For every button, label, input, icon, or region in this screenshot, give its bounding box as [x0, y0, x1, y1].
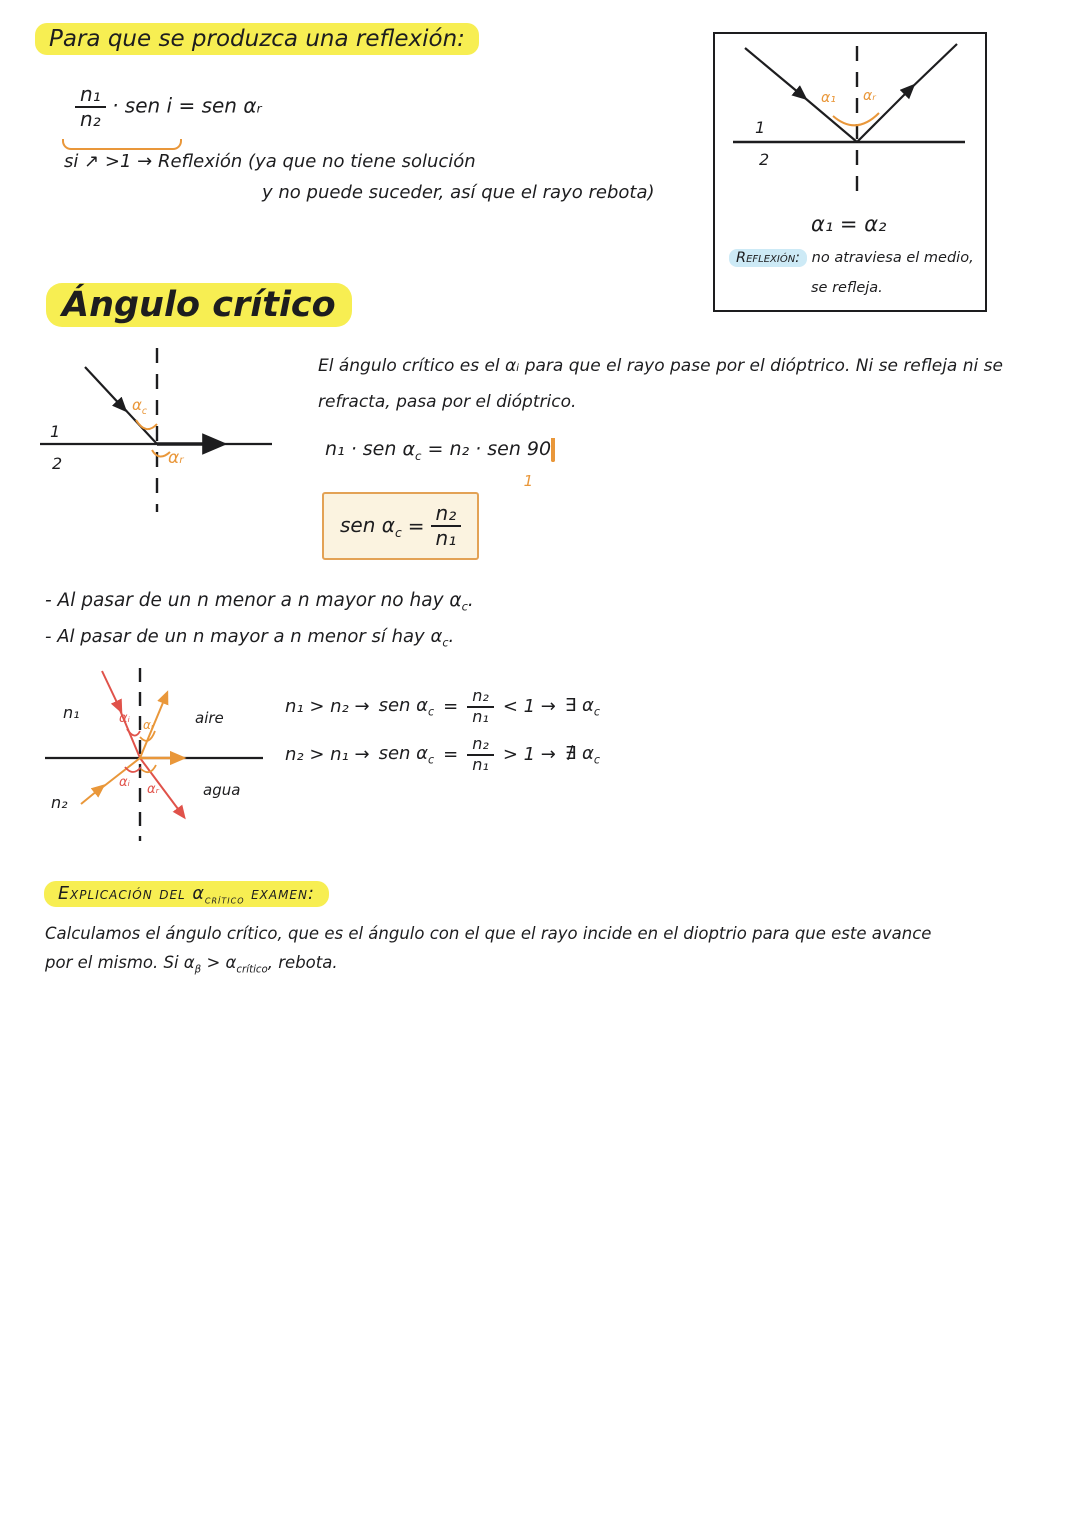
boxed-formula-lhs: sen $\alpha_c$ — [340, 512, 402, 540]
air-water-diagram-svg — [45, 663, 285, 853]
bullet-note-1: - Al pasar de un n menor a n mayor no hay $\alpha_c$. — [45, 590, 474, 614]
underbrace-icon — [551, 438, 555, 462]
n1-label: n₁ — [63, 703, 80, 722]
condition-row-1: n₁ > n₂ → sen $\alpha_c$ = $\frac{\text{n₂}}{\text{n₁}}$ < 1 → ∃ $\alpha_c$ — [285, 686, 600, 726]
exists-conclusion: ∃ $\alpha_c$ — [564, 695, 600, 719]
explanation-heading-highlight: Explicación del $\alpha_{crítico}$ examen: — [44, 881, 329, 907]
incident-angle-label: α₁ — [821, 90, 836, 106]
refracted-angle-bottom-label: αᵣ — [147, 782, 159, 797]
reflection-condition-line1: si ↗ >1 → Reflexión (ya que no tiene solución — [64, 151, 476, 172]
section-heading-highlight: Ángulo crítico — [46, 283, 352, 327]
medium1-label: 1 — [50, 422, 61, 441]
explanation-heading — [44, 884, 329, 907]
equal-angles-equation: α₁ = α₂ — [811, 212, 887, 236]
critical-angle-arc-icon — [136, 420, 157, 429]
underbrace-icon — [62, 139, 182, 150]
sen90-braced: sen 90 1 — [487, 438, 555, 460]
not-exists-conclusion: ∄ $\alpha_c$ — [564, 743, 600, 767]
equals-one-note: 1 — [523, 472, 534, 490]
medium1-label: 1 — [755, 118, 766, 137]
snell-reflection-formula — [75, 84, 262, 130]
n2-label: n₂ — [51, 793, 68, 812]
definition-line2: refracta, pasa por el dióptrico. — [318, 392, 577, 412]
aire-label: aire — [195, 709, 224, 727]
refraction-index-fraction: $\frac{\text{n₁}}{\text{n₂}}$ — [75, 84, 106, 130]
lhs: sen $\alpha_c$ — [378, 743, 435, 767]
reflected-angle-label: αᵣ — [863, 88, 876, 104]
explanation-body-line2: por el mismo. Si $\alpha_\beta > \alpha_{crítico}$, rebota. — [45, 953, 338, 976]
page-title — [35, 26, 479, 52]
critical-angle-diagram — [40, 344, 280, 524]
angle-arc-icon — [833, 113, 879, 125]
critical-angle-label: $\alpha_c$ — [132, 396, 148, 417]
incident-angle-top-label: αᵢ — [119, 711, 130, 726]
incident-angle-bottom-label: αᵢ — [119, 775, 130, 790]
critical-snell-formula: n₁ · sen $\alpha_c = n_2$ · sen 90 1 — [325, 438, 555, 463]
reflection-condition-line2: y no puede suceder, así que el rayo rebota) — [262, 182, 655, 203]
reflection-caption-line1: Reflexión: no atraviesa el medio, — [729, 250, 974, 266]
refracted-angle-top-label: αᵣ — [143, 718, 155, 732]
air-water-diagram — [45, 663, 285, 853]
boxed-critical-formula: sen $\alpha_c$ = $\frac{\text{n₂}}{\text{n₁}}$ — [322, 492, 479, 560]
lhs: sen $\alpha_c$ — [378, 695, 435, 719]
n2-over-n1-fraction: $\frac{\text{n₂}}{\text{n₁}}$ — [431, 503, 462, 549]
reflection-caption-line2: se refleja. — [811, 280, 883, 296]
refraction-angle-label: αᵣ — [168, 448, 184, 468]
critical-angle-diagram-svg — [40, 344, 280, 524]
reflection-diagram-box — [713, 32, 987, 312]
incident-ray — [85, 367, 125, 410]
medium2-label: 2 — [759, 150, 770, 169]
bullet-note-2: - Al pasar de un n mayor a n menor sí hay $\alpha_c$. — [45, 626, 455, 650]
formula-rest: · sen i = sen αᵣ — [112, 93, 262, 118]
incident-ray — [745, 48, 805, 98]
condition-row-2: n₂ > n₁ → sen $\alpha_c$ = $\frac{\text{n₂}}{\text{n₁}}$ > 1 → ∄ $\alpha_c$ — [285, 734, 600, 774]
agua-label: agua — [203, 781, 241, 799]
section-heading — [46, 285, 352, 325]
definition-line1: El ángulo crítico es el αᵢ para que el rayo pase por el dióptrico. Ni se refleja ni se — [318, 356, 1003, 376]
page-title-highlight: Para que se produzca una reflexión: — [35, 23, 479, 55]
medium2-label: 2 — [52, 454, 63, 473]
n2-over-n1-fraction: $\frac{\text{n₂}}{\text{n₁}}$ — [467, 736, 494, 774]
reflection-term: Reflexión: — [729, 249, 807, 267]
explanation-body-line1: Calculamos el ángulo crítico, que es el ángulo con el que el rayo incide en el dioptrio para que este avance — [45, 924, 932, 943]
n2-over-n1-fraction: $\frac{\text{n₂}}{\text{n₁}}$ — [467, 688, 494, 726]
